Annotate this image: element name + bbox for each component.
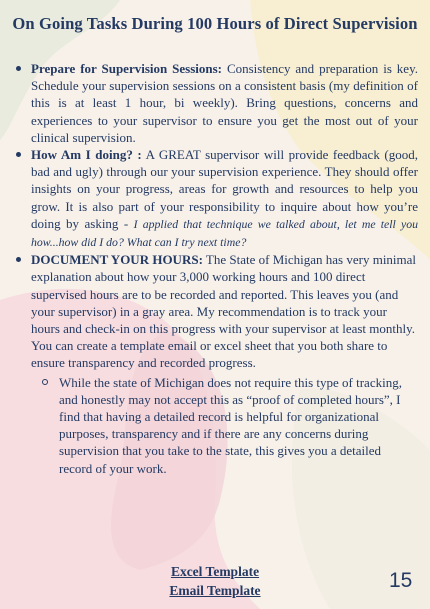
item-heading: DOCUMENT YOUR HOURS: <box>31 252 203 268</box>
page-number: 15 <box>389 569 413 592</box>
excel-template-link[interactable]: Excel Template <box>170 564 260 579</box>
email-template-link[interactable]: Email Template <box>169 583 261 598</box>
bullet-icon <box>16 66 21 71</box>
item-heading: Prepare for Supervision Sessions: <box>31 61 223 76</box>
list-item <box>0 146 418 251</box>
excel-template-link-row <box>0 564 430 580</box>
item-text: Consistency and preparation is key. Schedule your supervision sessions on a consistent basis (my definition of this is at least 1 hour, bi weekly). Bring questions, concerns and experiences to your supervisor to ensure you get the most out of your clinical supervision. <box>31 61 418 145</box>
page-title: On Going Tasks During 100 Hours of Direct Supervision <box>12 14 418 33</box>
list-item <box>0 251 418 477</box>
list-item <box>0 60 418 146</box>
item-text: A GREAT supervisor will provide feedback (good, bad and ugly) through our your supervision experience. They should offer insights on your progress, areas for growth and resources to help you grow. It is also part of your responsibility to inquire about how you’re doing by asking - <box>31 147 418 231</box>
sub-item-text: While the state of Michigan does not require this type of tracking, and honestly may not accept this as “proof of completed hours”, I find that having a detailed record is helpful for organizational purposes, transparency and if there are any concerns during supervision that you take to the state, this gives you a detailed record of your work. <box>59 374 402 476</box>
sub-list-item <box>31 374 418 477</box>
bullet-icon <box>16 257 21 262</box>
bullet-icon <box>16 152 21 157</box>
item-text: The State of Michigan has very minimal explanation about how your 3,000 working hours and 100 direct supervised hours are to be recorded and reported. This leaves you (and your supervisor) in a gray area. My recommendation is to track your hours and check-in on this progress with your supervisor at least monthly. You can create a template email or excel sheet that you both share to ensure transparency and recorded progress. <box>31 252 417 371</box>
sub-bullet-icon <box>42 379 48 385</box>
item-heading: How Am I doing? : <box>31 147 142 163</box>
email-template-link-row <box>0 583 430 599</box>
task-list <box>0 60 418 477</box>
item-italic-text: I applied that technique we talked about, let me tell you how...how did I do? What can I try next time? <box>31 216 418 250</box>
